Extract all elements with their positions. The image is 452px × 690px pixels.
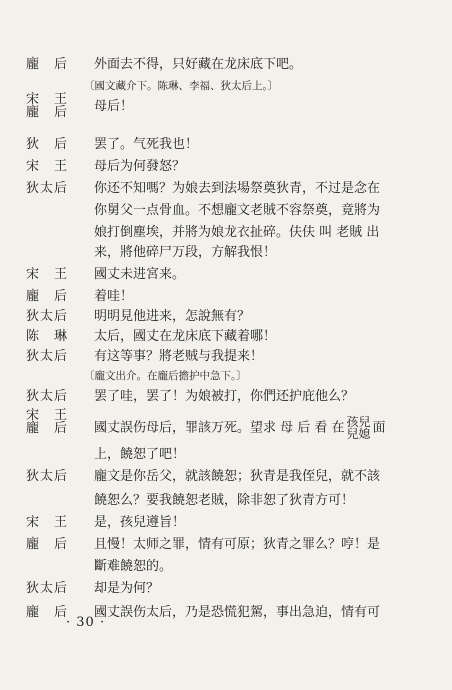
dialogue-main-text: 外面去不得，只好藏在龙床底下吧。 xyxy=(94,57,303,72)
dialogue-main-text: 却是为何？ xyxy=(94,581,160,596)
dialogue-main-text: 母后为何發怒？ xyxy=(94,159,186,174)
dialogue-text xyxy=(94,560,172,574)
speaker-name: 宋 王 xyxy=(26,159,69,174)
dialogue-text xyxy=(94,390,354,404)
dialogue-main-text: 着哇！ xyxy=(94,289,134,304)
speaker-name: 宋 王 xyxy=(26,515,69,530)
dialogue-text xyxy=(94,516,185,530)
dialogue-text xyxy=(94,416,386,440)
dialogue-main-text: 上，饒恕了吧！ xyxy=(94,447,186,462)
dialogue-text xyxy=(94,448,185,462)
dialogue-trailing-text: 面 xyxy=(372,420,386,436)
dialogue-text xyxy=(94,330,276,344)
dialogue-main-text: 你舅父一点骨血。不想龐文老賊不容祭奠，竟將为 xyxy=(94,203,381,218)
dialogue-text xyxy=(94,246,276,260)
dialogue-main-text: 國丈未进宮来。 xyxy=(94,267,186,282)
dialogue-text xyxy=(94,582,159,596)
dialogue-text xyxy=(94,204,380,218)
dialogue-text xyxy=(94,160,185,174)
speaker-name: 狄太后 xyxy=(26,181,69,196)
stage-direction: 〔國文藏介下。陈琳、李福、狄太后上。〕 xyxy=(84,80,279,92)
speaker-name: 龐 后 xyxy=(26,537,69,552)
dialogue-text xyxy=(94,290,133,304)
dialogue-main-text: 母后！ xyxy=(94,99,134,114)
speaker-name: 龐 后 xyxy=(26,605,69,620)
dialogue-main-text: 有这等事？將老贼与我提来！ xyxy=(94,349,264,364)
dialogue-text xyxy=(94,606,380,620)
speaker-name: 狄太后 xyxy=(26,309,69,324)
dialogue-main-text: 你还不知嗎？为娘去到法場祭奠狄青，不过是念在 xyxy=(94,181,381,196)
dialogue-main-text: 斷难饒恕的。 xyxy=(94,559,173,574)
dialogue-text xyxy=(94,494,354,508)
dialogue-main-text: 太后，國丈在龙床底下藏着哪！ xyxy=(94,329,277,344)
speaker-name: 狄太后 xyxy=(26,349,69,364)
dialogue-main-text: 是，孩兒遵旨！ xyxy=(94,515,186,530)
dialogue-main-text: 罢了哇，罢了！为娘被打，你們还护庇他么？ xyxy=(94,389,355,404)
interlinear-alternatives: 孩兒 兒媳 xyxy=(346,415,371,441)
dialogue-main-text: 来，將他碎尸万段，方解我恨！ xyxy=(94,245,277,260)
dialogue-main-text: 且慢！太师之罪，情有可原；狄青之罪么？哼！是 xyxy=(94,537,381,552)
dialogue-text xyxy=(94,58,302,72)
dialogue-main-text: 龐文是你岳父，就該饒恕；狄青是我侄兒，就不該 xyxy=(94,469,381,484)
dialogue-main-text: 娘打倒塵埃，并將为娘龙衣扯碎。伕伕 叫 老賊 出 xyxy=(94,225,380,240)
speaker-name: 宋 王 龐 后 xyxy=(26,92,69,120)
speaker-name: 狄 后 xyxy=(26,137,69,152)
dialogue-main-text: 罢了。气死我也！ xyxy=(94,137,199,152)
dialogue-main-text: 饒恕么？要我饒恕老賊，除非恕了狄青方可！ xyxy=(94,493,355,508)
speaker-name: 狄太后 xyxy=(26,581,69,596)
dialogue-main-text: 國丈誤伤母后，罪該万死。望求 母 后 看 在 xyxy=(94,420,345,436)
dialogue-text xyxy=(94,100,133,114)
speaker-name: 龐 后 xyxy=(26,57,69,72)
dialogue-text xyxy=(94,226,379,240)
speaker-name: 宋 王 龐 后 xyxy=(26,408,69,436)
dialogue-text xyxy=(94,310,250,324)
dialogue-text xyxy=(94,138,198,152)
dialogue-main-text: 國丈誤伤太后，乃是恐慌犯駕，事出急迫，情有可 xyxy=(94,605,381,620)
page-number: · 30 · xyxy=(66,615,106,630)
dialogue-text xyxy=(94,470,380,484)
dialogue-text xyxy=(94,268,185,282)
speaker-name: 宋 王 xyxy=(26,267,69,282)
speaker-name: 龐 后 xyxy=(26,289,69,304)
speaker-name: 陈 琳 xyxy=(26,329,69,344)
dialogue-text xyxy=(94,538,380,552)
dialogue-text xyxy=(94,350,263,364)
speaker-name: 狄太后 xyxy=(26,469,69,484)
dialogue-text xyxy=(94,182,380,196)
stage-direction: 〔龐文出介。在龐后擔护中急下。〕 xyxy=(84,370,247,382)
dialogue-main-text: 明明見他进来，怎說無有？ xyxy=(94,309,251,324)
speaker-name: 狄太后 xyxy=(26,389,69,404)
